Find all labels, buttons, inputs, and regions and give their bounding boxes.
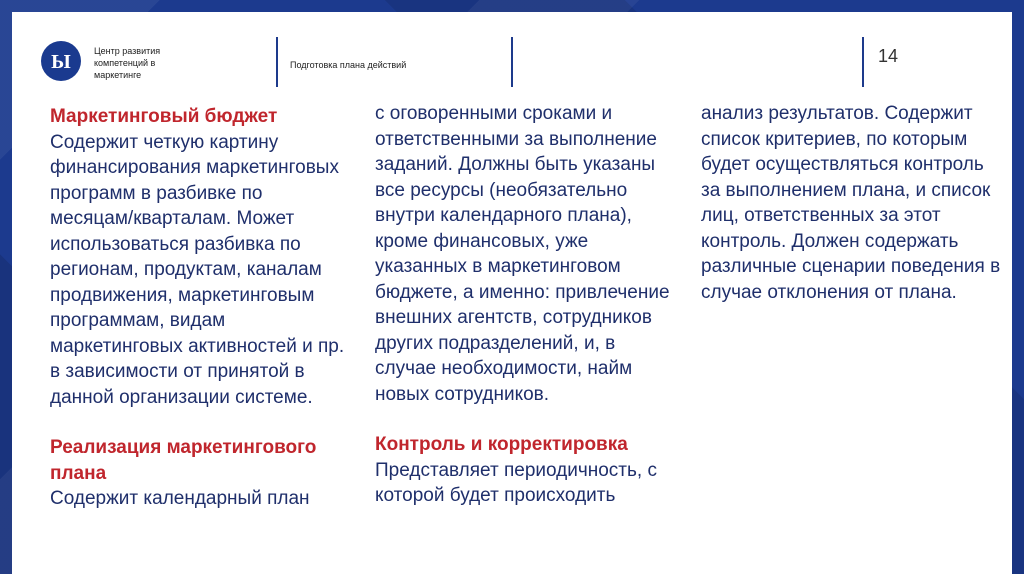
org-name: Центр развития компетенций в маркетинге: [94, 46, 161, 80]
section-title: Подготовка плана действий: [290, 60, 407, 70]
header-divider: [511, 37, 513, 87]
page-number: 14: [878, 46, 899, 66]
block-heading: Реализация маркетингового плана: [50, 437, 317, 484]
text-column-1: [50, 104, 350, 512]
block-heading: Маркетинговый бюджет: [50, 106, 278, 127]
svg-text:Ы: Ы: [51, 51, 71, 73]
block-text: Содержит календарный план: [50, 488, 310, 509]
text-column-3: [701, 101, 1001, 305]
header-divider: [862, 37, 864, 87]
block-text: с оговоренными сроками и ответственными за выполнение заданий. Должны быть указаны все ресурсы (необязательно внутри календарного плана), кроме финансовых, уже указанных в маркетинговом бюджете, а именно: привлечение внешних агентств, сотрудников других подразделений, и, в случае необходимости, найм новых сотрудников.: [375, 103, 670, 405]
block-text: Представляет периодичность, с которой будет происходить: [375, 459, 657, 506]
text-column-2: [375, 101, 675, 509]
block-text: Содержит четкую картину финансирования маркетинговых программ в разбивке по месяцам/кварталам. Может использоваться разбивка по регионам, продуктам, каналам продвижения, маркетинговым программам, видам маркетинговых активностей и пр. в зависимости от принятой в данной организации системе.: [50, 131, 345, 408]
block-text: анализ результатов. Содержит список критериев, по которым будет осуществляться контроль за выполнением плана, и список лиц, ответственных за этот контроль. Должен содержать различные сценарии поведения в случае отклонения от плана.: [701, 103, 1001, 303]
slide: [12, 12, 1012, 574]
header-divider: [276, 37, 278, 87]
block-heading: Контроль и корректировка: [375, 434, 628, 455]
hse-logo-icon: [41, 41, 81, 81]
